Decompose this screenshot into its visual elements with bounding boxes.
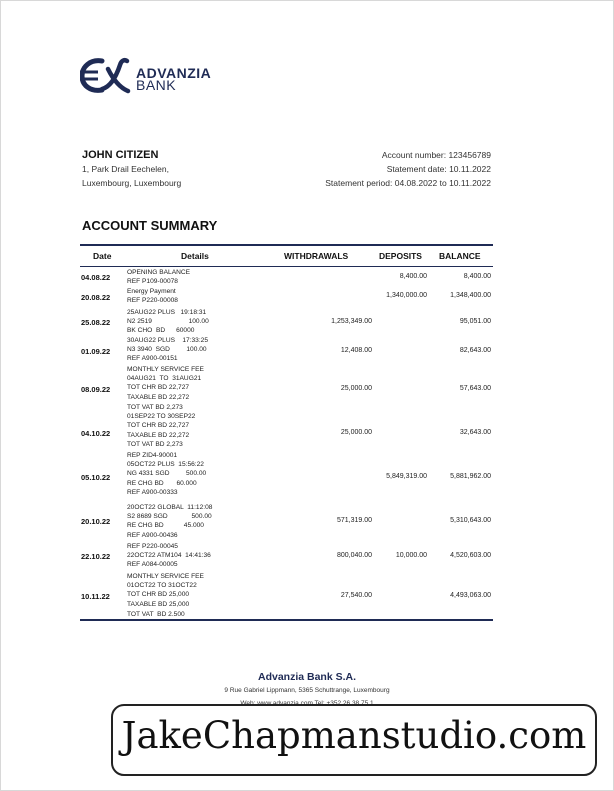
row-deposit: 8,400.00 [399,273,427,280]
customer-address-line1: 1, Park Drail Eechelen, [82,164,169,174]
row-date: 05.10.22 [81,473,111,482]
statement-date: Statement date: 10.11.2022 [386,164,491,174]
row-balance: 4,520,603.00 [450,552,491,559]
row-deposit: 10,000.00 [395,552,427,559]
row-details: Energy Payment REF P220-00008 [127,288,178,305]
row-date: 22.10.22 [81,552,111,561]
header-deposits: DEPOSITS [379,251,422,261]
clipped-detail-line [127,608,327,616]
row-withdrawal: 1,253,349.00 [331,318,372,325]
row-date: 25.08.22 [81,318,111,327]
row-balance: 4,493,063.00 [450,592,491,599]
table-header-rule [80,266,493,267]
row-date: 04.08.22 [81,273,111,282]
row-withdrawal: 25,000.00 [340,385,372,392]
row-withdrawal: 12,408.00 [340,347,372,354]
header-date: Date [93,251,112,261]
row-withdrawal: 571,319.00 [336,517,372,524]
footer-address: 9 Rue Gabriel Lippmann, 5365 Schuttrange, Luxembourg [224,687,390,694]
bank-logo [80,55,212,95]
statement-period: Statement period: 04.08.2022 to 10.11.2022 [325,178,491,188]
table-top-rule [80,244,493,246]
row-balance: 1,348,400.00 [450,292,491,299]
row-balance: 32,643.00 [459,429,491,436]
header-details: Details [181,251,209,261]
row-date: 01.09.22 [81,347,111,356]
row-date: 20.08.22 [81,293,111,302]
row-details: MONTHLY SERVICE FEE 01OCT22 TO 31OCT22 TOT CHR BD 25,000 TAXABLE BD 25,000 [127,573,204,608]
account-number: Account number: 123456789 [381,150,491,160]
brand-subname: BANK [136,77,177,93]
brand-name: ADVANZIA [136,65,212,81]
row-details: REP ZID4-90001 05OCT22 PLUS 15:56:22 NG 4331 SGD 500.00 RE CHG BD 60.000 REF A900-00333 [127,452,207,496]
header-balance: BALANCE [439,251,481,261]
row-balance: 5,881,962.00 [450,473,491,480]
row-details: REF P220-00045 22OCT22 ATM104 14:41:36 REF A084-00005 [127,543,211,569]
row-balance: 8,400.00 [463,273,491,280]
advanzia-logo-icon [80,55,132,95]
row-details: 20OCT22 GLOBAL 11:12:08 S2 8689 SGD 500.00 RE CHG BD 45.000 REF A900-00436 [127,504,213,539]
table-bottom-rule [80,619,493,621]
row-balance: 5,310,643.00 [450,517,491,524]
row-details: 25AUG22 PLUS 19:18:31 N2 2519 100.00 BK CHO BD 60000 [127,309,209,335]
row-date: 10.11.22 [81,592,110,601]
row-deposit: 5,849,319.00 [386,473,427,480]
row-details: OPENING BALANCE REF P109-00078 [127,269,191,286]
watermark-banner [111,704,597,776]
row-details: 30AUG22 PLUS 17:33:25 N3 3940 SGD 100.00 REF A900-00151 [127,337,209,363]
row-withdrawal: 25,000.00 [340,429,372,436]
row-withdrawal: 27,540.00 [340,592,372,599]
section-title: ACCOUNT SUMMARY [82,218,218,233]
footer-bank-name: Advanzia Bank S.A. [257,671,357,683]
row-withdrawal: 800,040.00 [336,552,372,559]
watermark-text: JakeChapmanstudio.com [121,714,587,757]
row-date: 04.10.22 [81,429,111,438]
header-withdrawals: WITHDRAWALS [284,251,349,261]
row-details: MONTHLY SERVICE FEE 04AUG21 TO 31AUG21 TOT CHR BD 22,727 TAXABLE BD 22,272 [127,366,204,401]
customer-name: JOHN CITIZEN [82,149,159,161]
row-balance: 95,051.00 [459,318,491,325]
row-date: 08.09.22 [81,385,111,394]
row-details: TOT VAT BD 2,273 01SEP22 TO 30SEP22 TOT CHR BD 22,727 TAXABLE BD 22,272 TOT VAT BD 2,273 [127,404,196,448]
row-balance: 57,643.00 [459,385,491,392]
clipped-detail-text: TOT VAT BD 2,500 [127,611,185,616]
row-balance: 82,643.00 [459,347,491,354]
row-date: 20.10.22 [81,517,111,526]
customer-address-line2: Luxembourg, Luxembourg [82,178,182,188]
row-deposit: 1,340,000.00 [386,292,427,299]
